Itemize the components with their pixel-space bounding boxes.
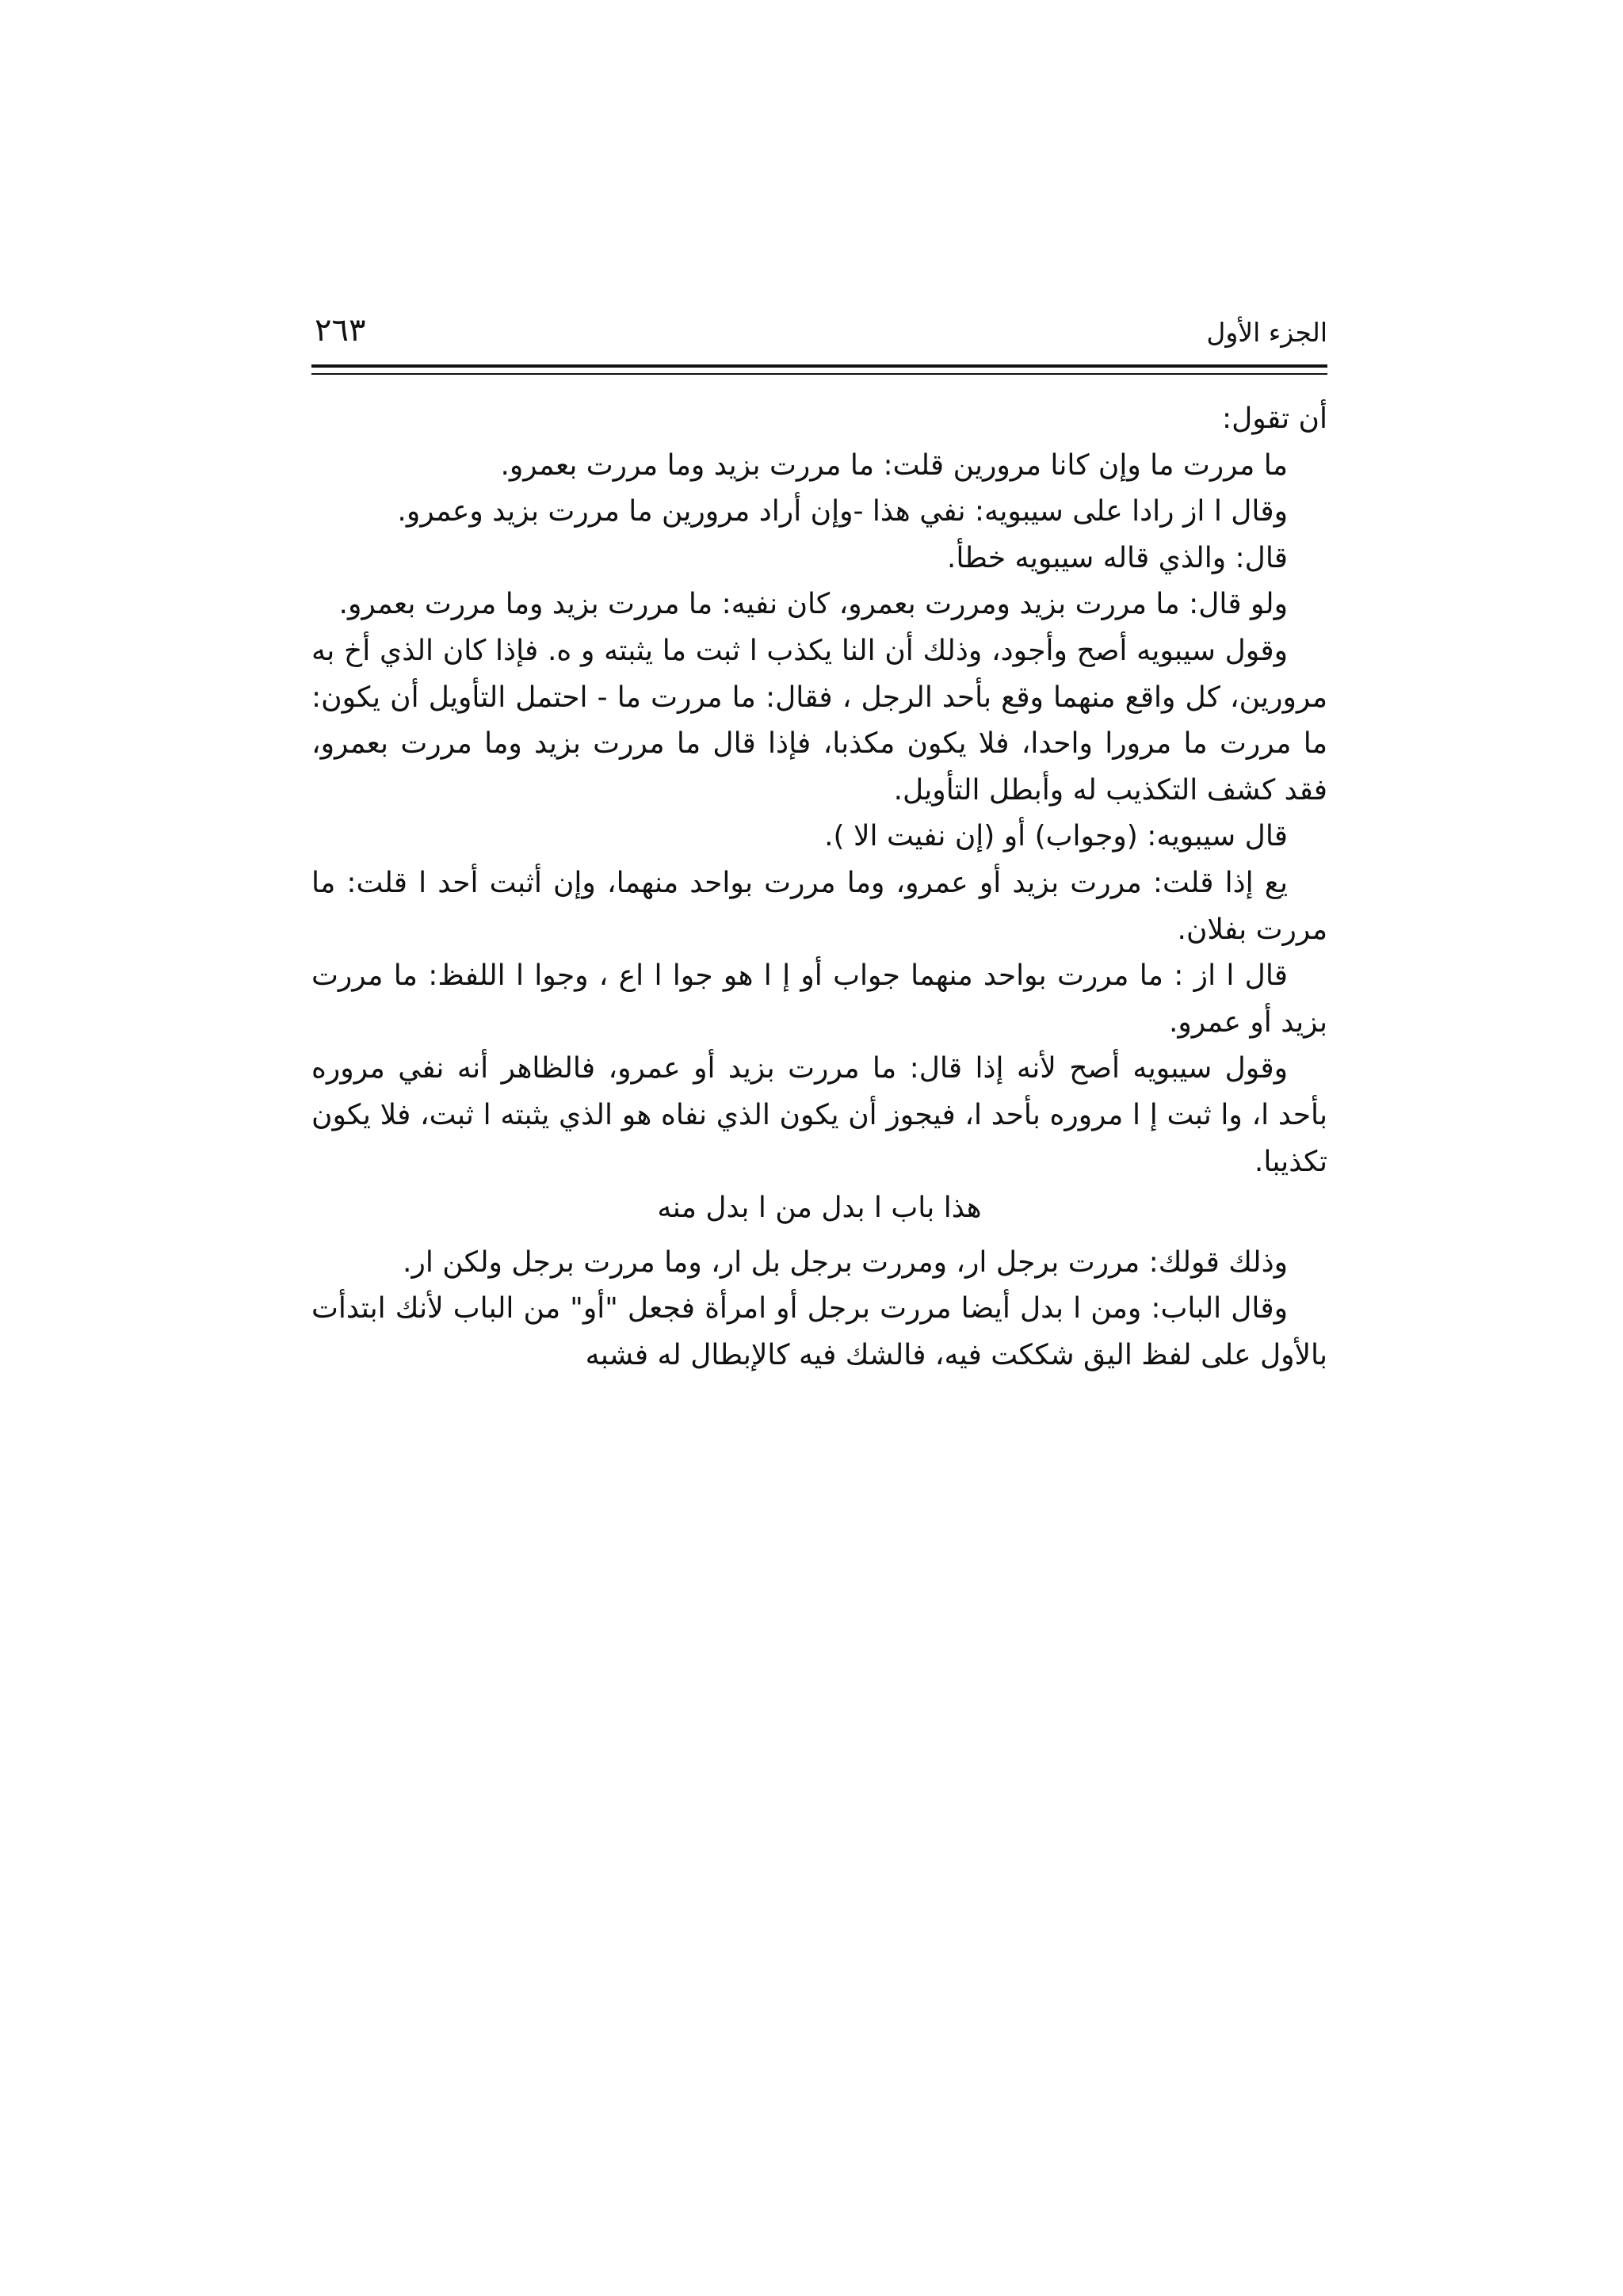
- paragraph: وقول سيبويه أصح لأنه إذا قال: ما مررت بزيد أو عمرو، فالظاهر أنه نفي مروره بأحد ا، وا ثبت إ ا مروره بأحد ا، فيجوز أن يكون الذي نفاه هو الذي يثبته ا ثبت، فلا يكون تكذيبا.: [311, 1052, 1327, 1178]
- paragraph: وذلك قولك: مررت برجل ار، ومررت برجل بل ار، وما مررت برجل ولكن ار.: [403, 1245, 1288, 1279]
- paragraph: ما مررت ما وإن كانا مرورين قلت: ما مررت بزيد وما مررت بعمرو.: [500, 448, 1288, 482]
- body-text: [311, 396, 1327, 1379]
- paragraph: وقول سيبويه أصح وأجود، وذلك أن النا يكذب ا ثبت ما يثبته و ه. فإذا كان الذي أخ به مرورين، كل واقع منهما وقع بأحد الرجل ، فقال: ما مررت ما - احتمل التأويل أن يكون: ما مررت ما مرورا واحدا، فلا يكون مكذبا، فإذا قال ما مررت بزيد وما مررت بعمرو، فقد كشف التكذيب له وأبطل التأويل.: [311, 634, 1327, 807]
- paragraph: وقال ا از رادا على سيبويه: نفي هذا -وإن أراد مرورين ما مررت بزيد وعمرو.: [397, 495, 1288, 528]
- paragraph: يع إذا قلت: مررت بزيد أو عمرو، وما مررت بواحد منهما، وإن أثبت أحد ا قلت: ما مررت بفلان.: [311, 866, 1327, 946]
- section-heading: هذا باب ا بدل من ا بدل منه: [657, 1192, 982, 1225]
- paragraph: أن تقول:: [1222, 402, 1327, 435]
- paragraph: وقال الباب: ومن ا بدل أيضا مررت برجل أو امرأة فجعل "أو" من الباب لأنك ابتدأت بالأول على لفظ اليق شككت فيه، فالشك فيه كالإبطال له فشبه: [311, 1292, 1327, 1371]
- header-rule-thick: [311, 364, 1327, 368]
- header-rule-thin: [311, 373, 1327, 375]
- paragraph: قال: والذي قاله سيبويه خطأ.: [946, 541, 1288, 574]
- paragraph: ولو قال: ما مررت بزيد ومررت بعمرو، كان نفيه: ما مررت بزيد وما مررت بعمرو.: [338, 588, 1288, 621]
- running-header-title: الجزء الأول: [1206, 317, 1327, 348]
- paragraph: قال ا از : ما مررت بواحد منهما جواب أو إ ا هو جوا ا اع ، وجوا ا اللفظ: ما مررت بزيد أو عمرو.: [311, 959, 1327, 1039]
- paragraph: قال سيبويه: (وجواب) أو (إن نفيت الا ).: [824, 820, 1288, 853]
- page-number: ٢٦٣: [315, 312, 366, 349]
- running-header: [311, 311, 1327, 355]
